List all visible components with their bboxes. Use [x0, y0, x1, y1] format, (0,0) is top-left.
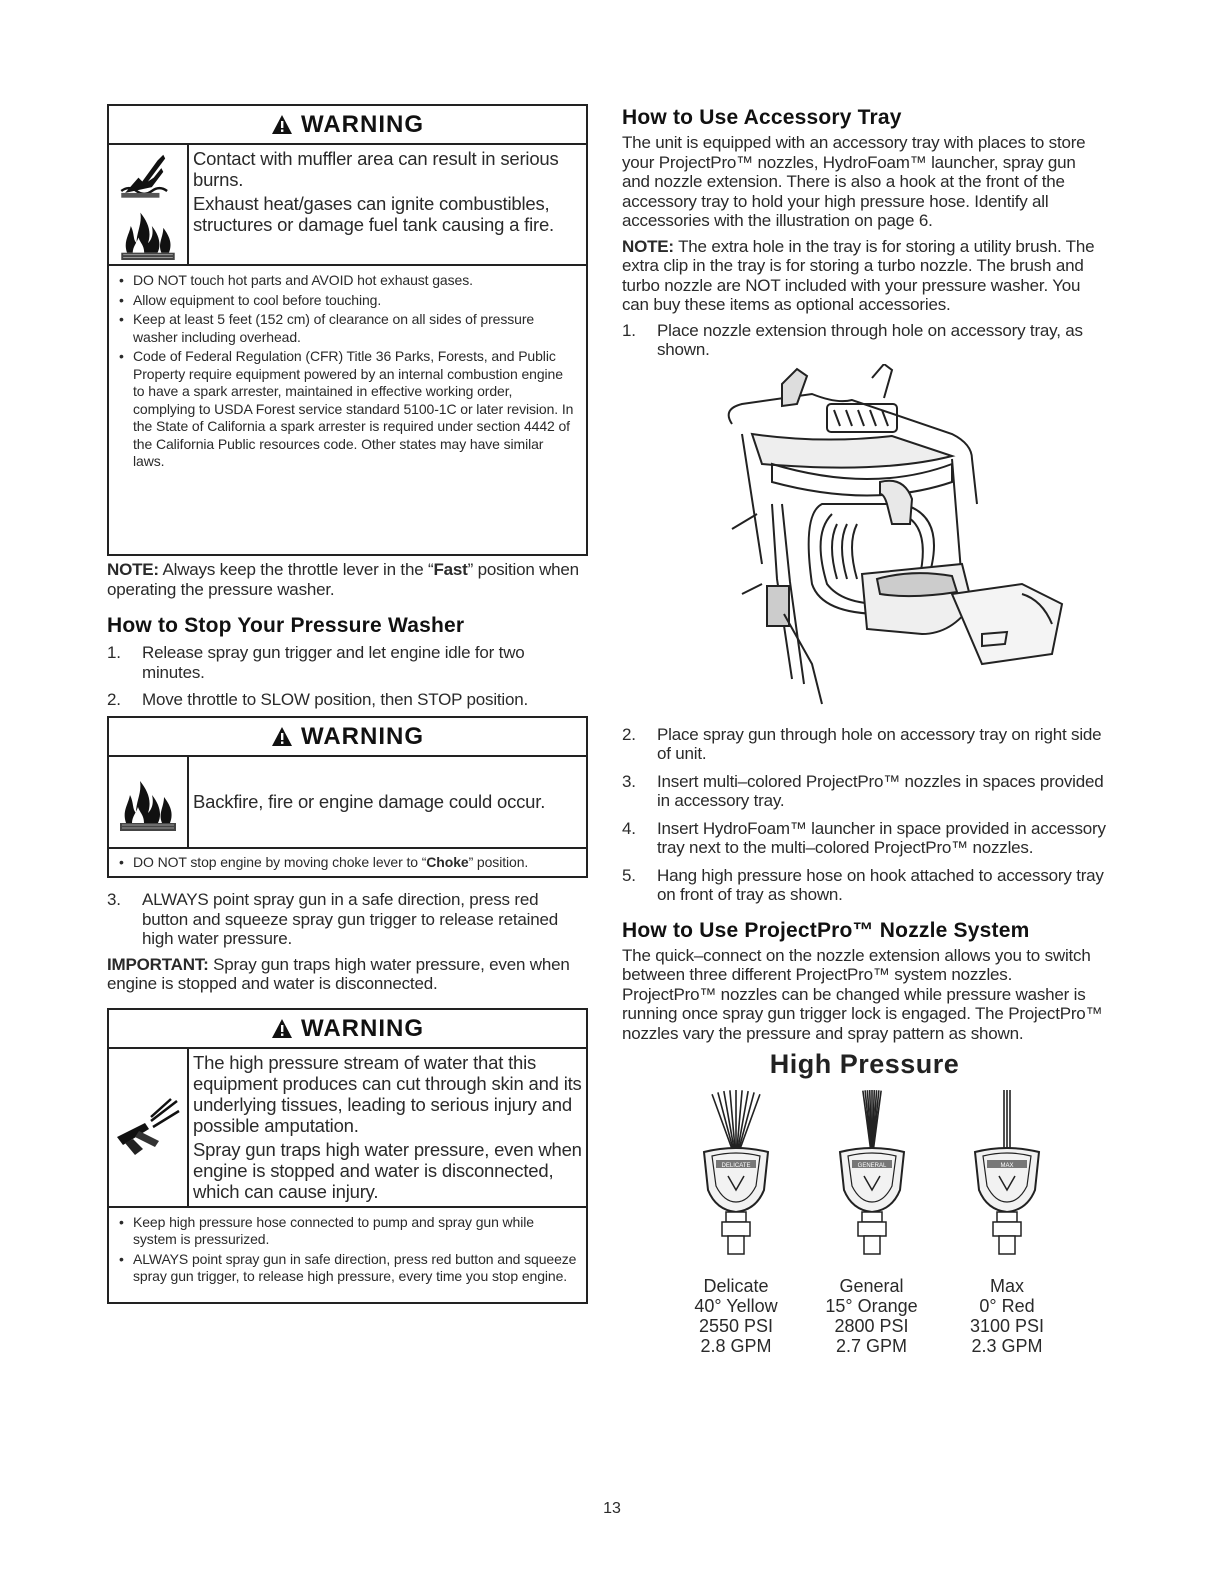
nozzle-stem: [864, 1236, 880, 1254]
warning-text: The high pressure stream of water that this equipment produces can cut through skin and its underlying tissues, leading to serious injury and possible amputation.: [193, 1051, 582, 1136]
list-item: • DO NOT stop engine by moving choke lever to “Choke” position.: [117, 854, 578, 872]
note-paragraph: [107, 560, 588, 599]
right-column: [622, 104, 1107, 1356]
list-item: • Code of Federal Regulation (CFR) Title 36 Parks, Forests, and Public Property require equipment powered by an internal combustion engine to have a spark arrester, maintained in effective working order, complying to USDA Forest service standard 5100-1C or later revision. In the State of California a spark arrester is required under section 4442 of the California Public resources code. Other states may have similar laws.: [117, 348, 578, 471]
hot-surface-burn-icon: [118, 149, 178, 199]
warning-text: Spray gun traps high water pressure, even when engine is stopped and water is disconnected, which can cause injury.: [193, 1138, 582, 1202]
note-text: The extra hole in the tray is for storing a utility brush. The extra clip in the tray is for storing a turbo nozzle. The brush and turbo nozzle are NOT included with your pressure washer. You can buy these items as optional accessories.: [622, 236, 1095, 314]
warning-triangle-icon: [271, 114, 293, 135]
note-text: Always keep the throttle lever in the “: [162, 560, 434, 579]
important-text: Spray gun traps high water pressure, even when engine is stopped and water is disconnected.: [107, 954, 570, 993]
fire-flames-icon: [118, 205, 178, 260]
warning-box-high-pressure: [107, 1008, 588, 1304]
list-item: 2. Move throttle to SLOW position, then STOP position.: [107, 690, 529, 709]
section-heading-tray: How to Use Accessory Tray: [622, 106, 902, 129]
left-column: [107, 104, 588, 1304]
warning-icons: [109, 757, 189, 847]
nozzle-psi: 2800 PSI: [834, 1316, 909, 1336]
nozzle-general-icon: [812, 1082, 932, 1272]
warning-triangle-icon: [271, 1018, 293, 1039]
warning-bullets: [109, 266, 586, 478]
nozzle-stem: [999, 1236, 1015, 1254]
nozzle-intro: The quick–connect on the nozzle extension allows you to switch between three different ProjectPro™ system nozzles. ProjectPro™ nozzles can be changed while pressure washer is running once spray gun trigger lock is engaged. The ProjectPro™ nozzles vary the pressure and spray pattern as shown.: [622, 945, 1103, 1043]
nozzle-psi: 3100 PSI: [969, 1316, 1045, 1336]
fire-flames-icon: [118, 773, 178, 831]
list-item: • DO NOT touch hot parts and AVOID hot exhaust gases.: [117, 272, 578, 290]
nozzle-angle: 40° Yellow: [694, 1296, 778, 1316]
list-item: • Keep high pressure hose connected to pump and spray gun while system is pressurized.: [117, 1214, 578, 1249]
warning-bullets: [109, 849, 586, 877]
list-item: 1. Place nozzle extension through hole on accessory tray, as shown.: [622, 320, 1083, 359]
warning-bullets: [109, 1208, 586, 1302]
stop-steps: [107, 643, 588, 710]
nozzle-chart: [622, 1082, 1107, 1356]
nozzle-neck: [862, 1212, 882, 1222]
list-item: 5. Hang high pressure hose on hook attached to accessory tray on front of tray as shown.: [622, 865, 1104, 904]
nozzle-general: [812, 1082, 932, 1356]
nozzle-name: General: [839, 1276, 904, 1296]
nozzle-stem: [728, 1236, 744, 1254]
warning-header: [109, 1010, 586, 1049]
nozzle-name: Delicate: [703, 1276, 769, 1296]
note-bold: Fast: [433, 560, 468, 579]
list-item: 1. Release spray gun trigger and let engine idle for two minutes.: [107, 643, 525, 682]
nozzle-badge-text: MAX: [1000, 1163, 1014, 1169]
accessory-tray-illustration: [622, 364, 1107, 719]
warning-header: [109, 106, 586, 145]
nozzle-name: Max: [989, 1276, 1024, 1296]
nozzle-delicate-icon: [676, 1082, 796, 1272]
nozzle-delicate: [676, 1082, 796, 1356]
warning-triangle-icon: [271, 726, 293, 747]
section-heading-stop: How to Stop Your Pressure Washer: [107, 614, 465, 637]
list-item: • ALWAYS point spray gun in safe direction, press red button and squeeze spray gun trigger, to release high pressure, every time you stop engine.: [117, 1251, 578, 1286]
nozzle-max: [947, 1082, 1067, 1356]
nozzle-neck: [997, 1212, 1017, 1222]
tray-steps: [622, 725, 1107, 905]
nozzle-angle: 0° Red: [979, 1296, 1035, 1316]
list-item: 3. Insert multi–colored ProjectPro™ nozzles in spaces provided in accessory tray.: [622, 771, 1104, 810]
warning-text: Contact with muffler area can result in serious burns.: [193, 148, 559, 190]
list-item: • Keep at least 5 feet (152 cm) of clearance on all sides of pressure washer including overhead.: [117, 311, 578, 346]
stop-step-3: [107, 890, 588, 949]
nozzle-max-icon: [947, 1082, 1067, 1272]
important-label: IMPORTANT:: [107, 954, 209, 974]
warning-text: Backfire, fire or engine damage could occur.: [193, 790, 546, 812]
nozzle-gpm: 2.8 GPM: [700, 1336, 772, 1356]
nozzle-hex: [858, 1222, 886, 1236]
warning-title: WARNING: [301, 722, 424, 750]
warning-title: WARNING: [301, 111, 424, 138]
tray-step-1: [622, 321, 1107, 360]
warning-header: [109, 718, 586, 757]
important-paragraph: [107, 955, 588, 994]
note-label: NOTE:: [107, 560, 159, 579]
high-pressure-title: High Pressure: [769, 1049, 960, 1079]
list-item: 4. Insert HydroFoam™ launcher in space provided in accessory tray next to the multi–colored ProjectPro™ nozzles.: [622, 818, 1106, 857]
high-pressure-cut-icon: [115, 1097, 181, 1157]
nozzle-gpm: 2.7 GPM: [835, 1336, 908, 1356]
nozzle-neck: [726, 1212, 746, 1222]
nozzle-hex: [993, 1222, 1021, 1236]
list-item: 2. Place spray gun through hole on accessory tray on right side of unit.: [622, 724, 1102, 763]
warning-icons: [109, 1049, 189, 1206]
tray-note: [622, 237, 1107, 315]
nozzle-badge-text: GENERAL: [857, 1163, 886, 1169]
warning-title: WARNING: [301, 1014, 424, 1042]
nozzle-badge-text: DELICATE: [721, 1163, 751, 1169]
section-heading-nozzle: How to Use ProjectPro™ Nozzle System: [622, 918, 1030, 942]
note-text-end: ” position when operating the pressure washer.: [107, 560, 579, 599]
tray-intro: The unit is equipped with an accessory tray with places to store your ProjectPro™ nozzles, HydroFoam™ launcher, spray gun and nozzle extension. There is also a hook at the front of the accessory tray to hold your high pressure hose. Identify all accessories with the illustration on page 6.: [622, 133, 1086, 230]
nozzle-gpm: 2.3 GPM: [971, 1336, 1043, 1356]
warning-icons: [109, 145, 189, 264]
note-label: NOTE:: [622, 236, 674, 256]
warning-text: Exhaust heat/gases can ignite combustibles, structures or damage fuel tank causing a fire.: [193, 193, 554, 235]
nozzle-angle: 15° Orange: [825, 1296, 918, 1316]
warning-box-backfire: [107, 716, 588, 879]
nozzle-psi: 2550 PSI: [698, 1316, 774, 1336]
page-number: 13: [603, 1500, 621, 1517]
list-item: 3. ALWAYS point spray gun in a safe direction, press red button and squeeze spray gun trigger to release retained high water pressure.: [107, 890, 558, 948]
warning-box-burns: [107, 104, 588, 556]
nozzle-hex: [722, 1222, 750, 1236]
list-item: • Allow equipment to cool before touching.: [117, 292, 578, 310]
